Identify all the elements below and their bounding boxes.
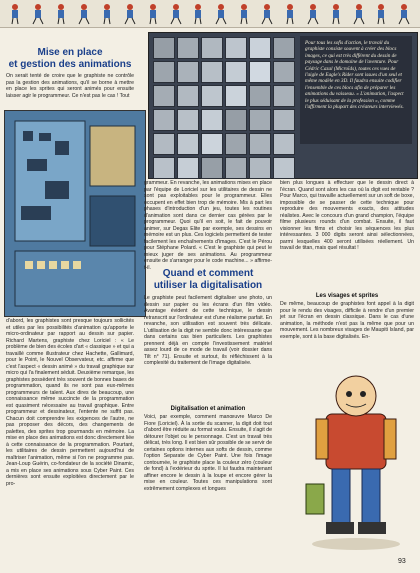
- sprite-editor-image: [5, 111, 145, 316]
- sprite-tile: [153, 85, 175, 107]
- sprite-tile: [201, 85, 223, 107]
- sprite-tile: [225, 61, 247, 83]
- intro-text: On serait tenté de croire que le graphiste ne contrôle pas la gestion des animations, qu'il se borne à mettre en place les sprites qui seront animés pour ensuite laisser agir le programmeur. Ce n'est pas le cas ! Tout: [6, 73, 134, 99]
- sprite-tile: [153, 157, 175, 179]
- sprite-tile: [201, 109, 223, 131]
- sprite-tile: [201, 133, 223, 155]
- cartoon-robot-icon: [296, 364, 416, 554]
- sprite-tile: [153, 61, 175, 83]
- walking-figure-icon: [328, 3, 344, 25]
- sprite-tile: [177, 37, 199, 59]
- walking-figure-icon: [190, 3, 206, 25]
- sprite-tile: [249, 157, 271, 179]
- section-2-title-line-1: Quand et comment: [162, 268, 254, 279]
- sprite-tile: [273, 61, 295, 83]
- subheading-2-text: De même, beaucoup de graphistes font appel à la digit pour le rendu des visages, difficile à rendre d'un premier jet sur l'écran en dessin classique. Dans le cas d'une animation, la méthode n'est pas la même que pour un mouvement. Les nombreux visages de Maupiti Island, par exemple, sont à la base digitalisés. En-: [280, 301, 414, 340]
- subheading-visages: Les visages et sprites: [315, 293, 379, 299]
- sprite-tile: [273, 133, 295, 155]
- subheading-1-text: Voici, par exemple, comment manœuvre Marco De Fiore (Loriciel). À la sortie du scanner, la digit doit tout d'abord être réduite au format voulu. Ensuite, il s'agit de détourer l'objet ou le personnage. C'est un travail très délicat, très long. Il est bien sûr possible de se servir de certaines options internes aux softs de dessin, comme l'option Separate de Cyber Paint. Une fois l'image contournée, le graphiste place la couleur zéro (couleur de fond) à l'extérieur du sprite. Il lui faudra maintenant affiner encore le dessin à la loupe et encore gérer la mise en couleur. Toutes ces manipulations sont extrêmement complexes et longues: [144, 414, 272, 492]
- walking-figure-icon: [76, 3, 92, 25]
- sprite-tile: [225, 109, 247, 131]
- sprite-tile: [273, 85, 295, 107]
- section-2-title: [144, 268, 272, 292]
- walking-figure-icon: [236, 3, 252, 25]
- title-line-2: et gestion des animations: [8, 59, 132, 70]
- sprite-tile: [177, 133, 199, 155]
- sprite-tile: [273, 109, 295, 131]
- sprite-tile: [201, 37, 223, 59]
- sprite-tile: [201, 157, 223, 179]
- walking-figure-icon: [373, 3, 389, 25]
- sprite-editor-screenshot: [4, 110, 146, 317]
- walking-figure-icon: [168, 3, 184, 25]
- walking-figure-icon: [99, 3, 115, 25]
- walking-figure-icon: [282, 3, 298, 25]
- sprite-tile: [201, 61, 223, 83]
- sprite-tile: [225, 85, 247, 107]
- walking-figure-icon: [122, 3, 138, 25]
- image-caption: Pour tous les sofis d'action, le travail du graphiste consiste souvent à créer des blocs images, ce qui est très différent du dessin de paysage dans le domaine de l'aventure. Pour Cédric Cazal (Microïds), toutes ces vues de l'aigle de Eagle's Rider sont issues d'un seul et même modèle en 3D. Il faudra ensuite codifier l'ensemble de ces blocs afin de préparer les animations du vaisseau. « L'animation, l'aspect le plus séduisant de la profession », comme l'affirment la plupart des créateurs interviewés.: [300, 36, 412, 144]
- column-3-top: bien plus longues à effectuer que le dessin direct à l'écran. Quand sont alors les cas où la digit est rentable ? Pour Marco, qui travaille actuellement sur un soft de boxe, impossible de se passer de cette technique pour reproduire des mouvements exacts, des attitudes réalistes. Avec le concours d'un grand champion, l'équipe filme plusieurs rounds d'un combat. Ensuite, il faut visionner les films et choisir les séquences les plus intéressantes. 3 000 digits seront ainsi sélectionnées, parmi lesquelles 400 seront utilisées réellement. Un travail de titan, mais quel résultat !: [280, 180, 414, 251]
- page-number: 93: [398, 558, 406, 565]
- sprite-tile: [249, 133, 271, 155]
- walking-figure-icon: [30, 3, 46, 25]
- section-2-text: Le graphiste peut facilement digitaliser une photo, un dessin sur papier ou les écrans d'un film vidéo. Avantage évident de cette technique, le dessin retranscrit sur l'ordinateur est d'une réalisme parfait. En revanche, son utilisation est souvent très délicate. L'utilisation de la digit ne semble donc intéressante que dans certains cas bien particuliers. Les graphistes prennent déjà en compte l'investissement matériel assez lourd de ce mode de travail (voir dossier dans Tilt n° 71). Ensuite et surtout, ils réfléchissent à la complexité du traitement de l'image digitalisée.: [144, 295, 272, 366]
- sprite-tile: [177, 61, 199, 83]
- sprite-tile: [153, 109, 175, 131]
- sprite-tile: [153, 133, 175, 155]
- walking-figure-icon: [396, 3, 412, 25]
- sprite-tile: [177, 85, 199, 107]
- column-1-body: d'abord, les graphistes sont presque toujours sollicités et utiles par les possibilités d'animation qu'apporte le micro-ordinateur par rapport au dessin sur papier. Richard Martens, graphiste chez Loriciel : « Le problème de bien des écoles d'art « classique » et qui a travaillé comme illustrateur chez Hachette, Gallimard, pour le Point, le Nouvel Observateur, etc. affirme que c'est l'aspect « dessin animé » du travail graphique sur micro qui l'a finalement séduit. Deuxième remarque, les graphistes possèdent très souvent de bonnes bases de programmation, quand ils ne sont pas eux-mêmes programmeurs de talent. Aux dires de beaucoup, une connaissance même succincte de la programmation est quasiment nécessaire au travail graphique. Entre programmeur et dessinateur, l'entente ne suffit pas. Chacun doit comprendre les exigences de l'autre, ne pas proposer des décors, des changements de palettes, des sprites trop gourmands en mémoire. La mise en place des animations est donc directement liée à cette connaissance de la programmation. Pourtant, les utilitaires de dessin permettent aujourd'hui de maîtriser l'animation, même si l'on ne programme pas. Jean-Loup Guérin, co-fondateur de la société Dinamic, a mis en place ses animations sous Cyber Paint. Ces dernières sont ensuite exploitées directement par le pro-: [6, 318, 134, 487]
- section-2-title-line-2: utiliser la digitalisation: [153, 280, 263, 291]
- sprite-tile: [249, 37, 271, 59]
- sprite-tile: [225, 37, 247, 59]
- sprite-tile: [249, 109, 271, 131]
- sprite-tile: [225, 157, 247, 179]
- sprite-tile: [177, 157, 199, 179]
- sprite-tile: [177, 109, 199, 131]
- sprite-tile: [273, 37, 295, 59]
- column-2-top: grammeur. En revanche, les animations mises en place par l'équipe de Loriciel sur les utilitaires de dessin ne sont pas exploitables pour le programmeur. Elles occupent en effet bien trop de mémoire. Mis à part les phases d'introduction d'un jeu, toutes les routines d'animation sont dans ce dernier cas gérées par le programmeur. Quoi qu'il en soit, le fait de pouvoir animer, sur Degas Elite par exemple, ses dessins en mémoire est un plus. Ces logiciels permettent de tester facilement les enchaînements d'images. C'est le Pérou pour Stéphane Polard. « C'est le graphiste qui peut le mieux juger de ses animations. Au programmeur ensuite de s'arranger pour le code machine... » affirme-t-il.: [144, 180, 272, 271]
- header-strip: [0, 0, 420, 28]
- sprite-tile: [249, 85, 271, 107]
- walking-figure-icon: [145, 3, 161, 25]
- cartoon-illustration: [296, 364, 416, 554]
- sprite-tile: [273, 157, 295, 179]
- article-title: [6, 47, 134, 71]
- walking-figure-icon: [7, 3, 23, 25]
- sprite-tile: [249, 61, 271, 83]
- title-line-1: Mise en place: [37, 47, 103, 58]
- walking-figure-icon: [53, 3, 69, 25]
- walking-figure-icon: [213, 3, 229, 25]
- walking-figure-icon: [259, 3, 275, 25]
- subheading-digitalisation: Digitalisation et animation: [170, 406, 246, 412]
- sprite-tile: [153, 37, 175, 59]
- walking-figure-icon: [305, 3, 321, 25]
- walking-figure-icon: [351, 3, 367, 25]
- sprite-tile: [225, 133, 247, 155]
